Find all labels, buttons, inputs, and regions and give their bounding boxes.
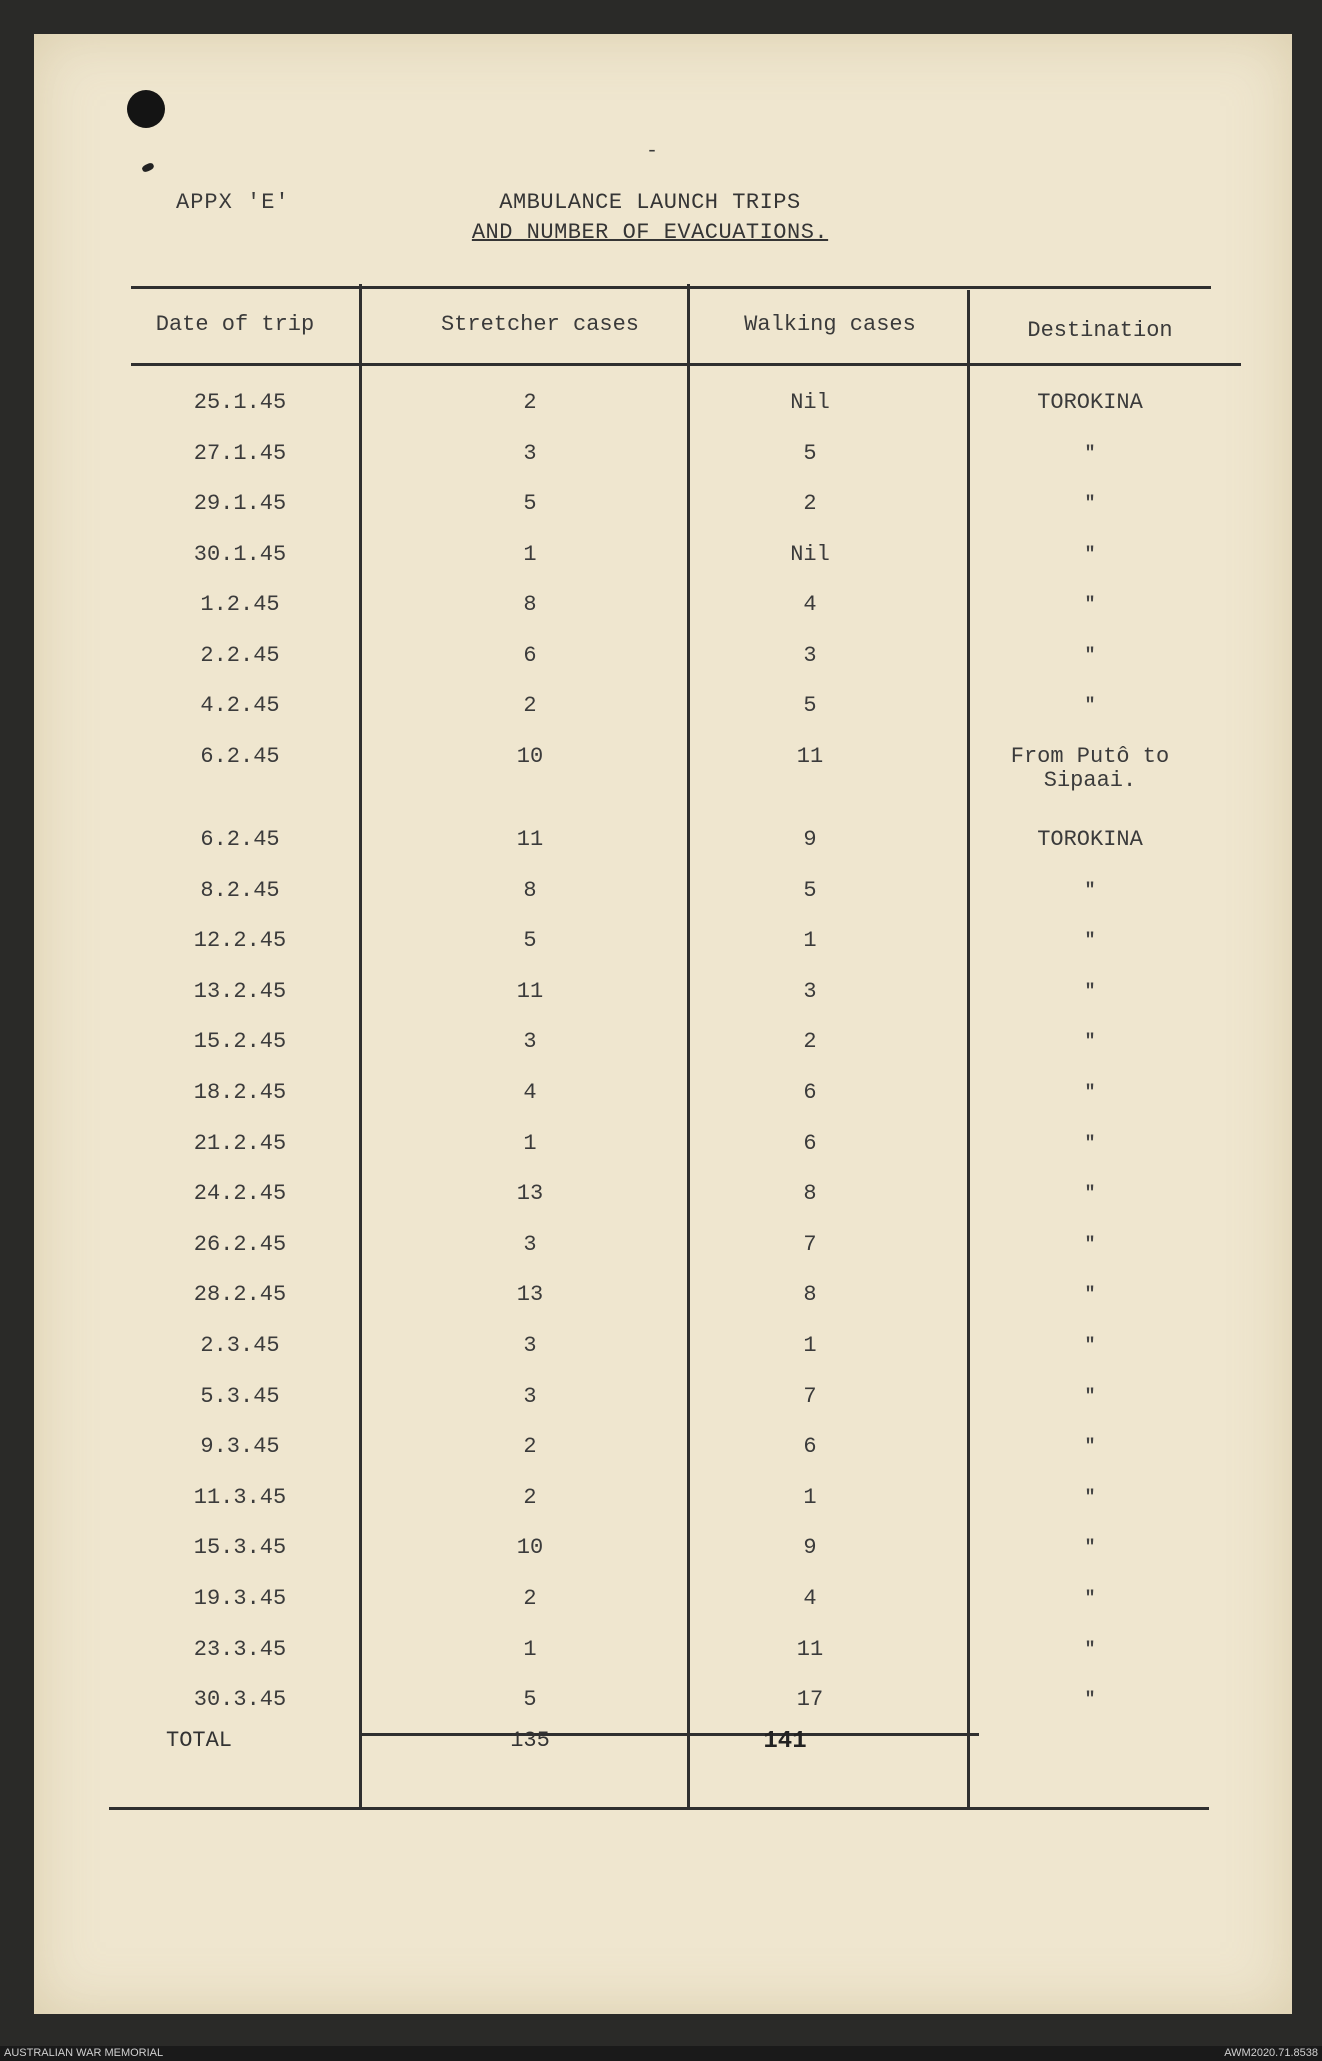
cell-stretcher: 5 bbox=[523, 491, 537, 516]
table-row bbox=[0, 1383, 1322, 1423]
cell-walking: 6 bbox=[803, 1080, 817, 1105]
table-row bbox=[0, 692, 1322, 732]
cell-destination: " bbox=[1084, 1083, 1096, 1103]
cell-walking: 1 bbox=[803, 928, 817, 953]
cell-destination: " bbox=[1084, 1184, 1096, 1204]
cell-destination: " bbox=[1084, 1589, 1096, 1609]
cell-stretcher: 3 bbox=[523, 1029, 537, 1054]
cell-date: 9.3.45 bbox=[200, 1434, 280, 1459]
cell-walking: 8 bbox=[803, 1181, 817, 1206]
table-row bbox=[0, 389, 1322, 429]
table-row bbox=[0, 490, 1322, 530]
header-stretcher: Stretcher cases bbox=[440, 312, 640, 337]
cell-walking: 3 bbox=[803, 979, 817, 1004]
cell-date: 6.2.45 bbox=[200, 827, 280, 852]
footer-left: AUSTRALIAN WAR MEMORIAL bbox=[4, 2047, 164, 2059]
cell-stretcher: 1 bbox=[523, 542, 537, 567]
cell-destination: TOROKINA bbox=[1037, 390, 1143, 415]
cell-stretcher: 1 bbox=[523, 1637, 537, 1662]
cell-date: 28.2.45 bbox=[193, 1282, 287, 1307]
cell-stretcher: 3 bbox=[523, 1232, 537, 1257]
table-row bbox=[0, 1180, 1322, 1220]
table-row bbox=[0, 1534, 1322, 1574]
cell-stretcher: 3 bbox=[523, 1384, 537, 1409]
cell-destination: " bbox=[1084, 1387, 1096, 1407]
cell-destination: " bbox=[1084, 881, 1096, 901]
cell-walking: 11 bbox=[796, 744, 824, 769]
cell-date: 18.2.45 bbox=[193, 1080, 287, 1105]
cell-walking: 5 bbox=[803, 878, 817, 903]
cell-walking: 6 bbox=[803, 1434, 817, 1459]
cell-walking: Nil bbox=[790, 542, 830, 567]
cell-date: 2.2.45 bbox=[200, 643, 280, 668]
header-bottom-rule bbox=[131, 363, 1241, 366]
cell-destination: " bbox=[1084, 696, 1096, 716]
cell-stretcher: 8 bbox=[523, 592, 537, 617]
header-walking: Walking cases bbox=[744, 312, 916, 337]
cell-destination: " bbox=[1084, 1336, 1096, 1356]
cell-walking: 9 bbox=[803, 827, 817, 852]
cell-walking: 11 bbox=[796, 1637, 824, 1662]
cell-stretcher: 5 bbox=[523, 1687, 537, 1712]
cell-walking: 2 bbox=[803, 1029, 817, 1054]
cell-walking: 3 bbox=[803, 643, 817, 668]
header-date: Date of trip bbox=[155, 312, 315, 337]
table-row bbox=[0, 978, 1322, 1018]
archive-footer bbox=[0, 2046, 1322, 2061]
cell-date: 30.3.45 bbox=[193, 1687, 287, 1712]
table-row bbox=[0, 1585, 1322, 1625]
cell-destination: " bbox=[1084, 1285, 1096, 1305]
table-row bbox=[0, 1281, 1322, 1321]
cell-destination: From Putô to Sipaai. bbox=[1010, 744, 1170, 793]
cell-walking: 4 bbox=[803, 592, 817, 617]
cell-date: 15.2.45 bbox=[193, 1029, 287, 1054]
cell-destination: " bbox=[1084, 1437, 1096, 1457]
cell-walking: 6 bbox=[803, 1131, 817, 1156]
total-walking: 141 bbox=[763, 1728, 807, 1755]
table-row bbox=[0, 541, 1322, 581]
appendix-label: APPX 'E' bbox=[176, 190, 290, 215]
cell-destination: " bbox=[1084, 1488, 1096, 1508]
table-row bbox=[0, 1231, 1322, 1271]
table-row bbox=[0, 826, 1322, 866]
cell-stretcher: 2 bbox=[523, 1485, 537, 1510]
cell-date: 29.1.45 bbox=[193, 491, 287, 516]
cell-date: 26.2.45 bbox=[193, 1232, 287, 1257]
total-stretcher: 135 bbox=[510, 1728, 550, 1753]
cell-date: 19.3.45 bbox=[193, 1586, 287, 1611]
cell-date: 23.3.45 bbox=[193, 1637, 287, 1662]
cell-destination: " bbox=[1084, 494, 1096, 514]
cell-stretcher: 13 bbox=[516, 1282, 544, 1307]
cell-date: 6.2.45 bbox=[200, 744, 280, 769]
table-row bbox=[0, 642, 1322, 682]
cell-date: 12.2.45 bbox=[193, 928, 287, 953]
cell-stretcher: 6 bbox=[523, 643, 537, 668]
punch-hole bbox=[127, 90, 165, 128]
cell-destination: " bbox=[1084, 931, 1096, 951]
cell-stretcher: 2 bbox=[523, 390, 537, 415]
cell-date: 5.3.45 bbox=[200, 1384, 280, 1409]
cell-walking: 5 bbox=[803, 693, 817, 718]
table-row bbox=[0, 1028, 1322, 1068]
cell-destination: " bbox=[1084, 595, 1096, 615]
cell-destination: TOROKINA bbox=[1037, 827, 1143, 852]
cell-walking: Nil bbox=[790, 390, 830, 415]
cell-destination: " bbox=[1084, 1134, 1096, 1154]
cell-walking: 7 bbox=[803, 1232, 817, 1257]
cell-stretcher: 3 bbox=[523, 1333, 537, 1358]
cell-date: 27.1.45 bbox=[193, 441, 287, 466]
cell-date: 4.2.45 bbox=[200, 693, 280, 718]
cell-walking: 4 bbox=[803, 1586, 817, 1611]
cell-date: 21.2.45 bbox=[193, 1131, 287, 1156]
cell-stretcher: 2 bbox=[523, 1434, 537, 1459]
cell-stretcher: 10 bbox=[516, 1535, 544, 1560]
cell-date: 2.3.45 bbox=[200, 1333, 280, 1358]
dash-mark: - bbox=[646, 140, 660, 163]
cell-destination: " bbox=[1084, 646, 1096, 666]
table-row bbox=[0, 1636, 1322, 1676]
total-label: TOTAL bbox=[166, 1728, 233, 1753]
table-row bbox=[0, 1686, 1322, 1726]
header-destination: Destination bbox=[1027, 318, 1173, 343]
cell-destination: " bbox=[1084, 1538, 1096, 1558]
cell-stretcher: 4 bbox=[523, 1080, 537, 1105]
table-row bbox=[0, 743, 1322, 793]
cell-stretcher: 2 bbox=[523, 693, 537, 718]
cell-destination: " bbox=[1084, 1032, 1096, 1052]
cell-stretcher: 11 bbox=[516, 979, 544, 1004]
cell-stretcher: 3 bbox=[523, 441, 537, 466]
cell-walking: 7 bbox=[803, 1384, 817, 1409]
title-line-1: AMBULANCE LAUNCH TRIPS bbox=[499, 190, 801, 215]
table-row bbox=[0, 1332, 1322, 1372]
cell-date: 8.2.45 bbox=[200, 878, 280, 903]
footer-right: AWM2020.71.8538 bbox=[1224, 2047, 1318, 2059]
cell-destination: " bbox=[1084, 1690, 1096, 1710]
cell-date: 15.3.45 bbox=[193, 1535, 287, 1560]
cell-destination: " bbox=[1084, 982, 1096, 1002]
cell-walking: 1 bbox=[803, 1485, 817, 1510]
cell-stretcher: 13 bbox=[516, 1181, 544, 1206]
cell-stretcher: 5 bbox=[523, 928, 537, 953]
table-row bbox=[0, 877, 1322, 917]
cell-walking: 5 bbox=[803, 441, 817, 466]
cell-date: 30.1.45 bbox=[193, 542, 287, 567]
cell-walking: 8 bbox=[803, 1282, 817, 1307]
cell-destination: " bbox=[1084, 444, 1096, 464]
cell-date: 25.1.45 bbox=[193, 390, 287, 415]
table-row bbox=[0, 927, 1322, 967]
table-row bbox=[0, 1130, 1322, 1170]
cell-stretcher: 10 bbox=[516, 744, 544, 769]
table-row bbox=[0, 591, 1322, 631]
table-row bbox=[0, 1079, 1322, 1119]
cell-date: 1.2.45 bbox=[200, 592, 280, 617]
cell-date: 13.2.45 bbox=[193, 979, 287, 1004]
cell-stretcher: 11 bbox=[516, 827, 544, 852]
cell-destination: " bbox=[1084, 545, 1096, 565]
table-top-rule bbox=[131, 286, 1211, 289]
cell-stretcher: 2 bbox=[523, 1586, 537, 1611]
table-row bbox=[0, 1484, 1322, 1524]
document-title bbox=[440, 188, 860, 248]
table-bottom-rule bbox=[109, 1807, 1209, 1810]
cell-stretcher: 1 bbox=[523, 1131, 537, 1156]
cell-walking: 2 bbox=[803, 491, 817, 516]
cell-date: 11.3.45 bbox=[193, 1485, 287, 1510]
cell-date: 24.2.45 bbox=[193, 1181, 287, 1206]
cell-walking: 9 bbox=[803, 1535, 817, 1560]
title-line-2: AND NUMBER OF EVACUATIONS. bbox=[471, 220, 829, 245]
cell-walking: 17 bbox=[796, 1687, 824, 1712]
table-row bbox=[0, 440, 1322, 480]
cell-destination: " bbox=[1084, 1640, 1096, 1660]
cell-walking: 1 bbox=[803, 1333, 817, 1358]
cell-stretcher: 8 bbox=[523, 878, 537, 903]
table-row bbox=[0, 1433, 1322, 1473]
cell-destination: " bbox=[1084, 1235, 1096, 1255]
